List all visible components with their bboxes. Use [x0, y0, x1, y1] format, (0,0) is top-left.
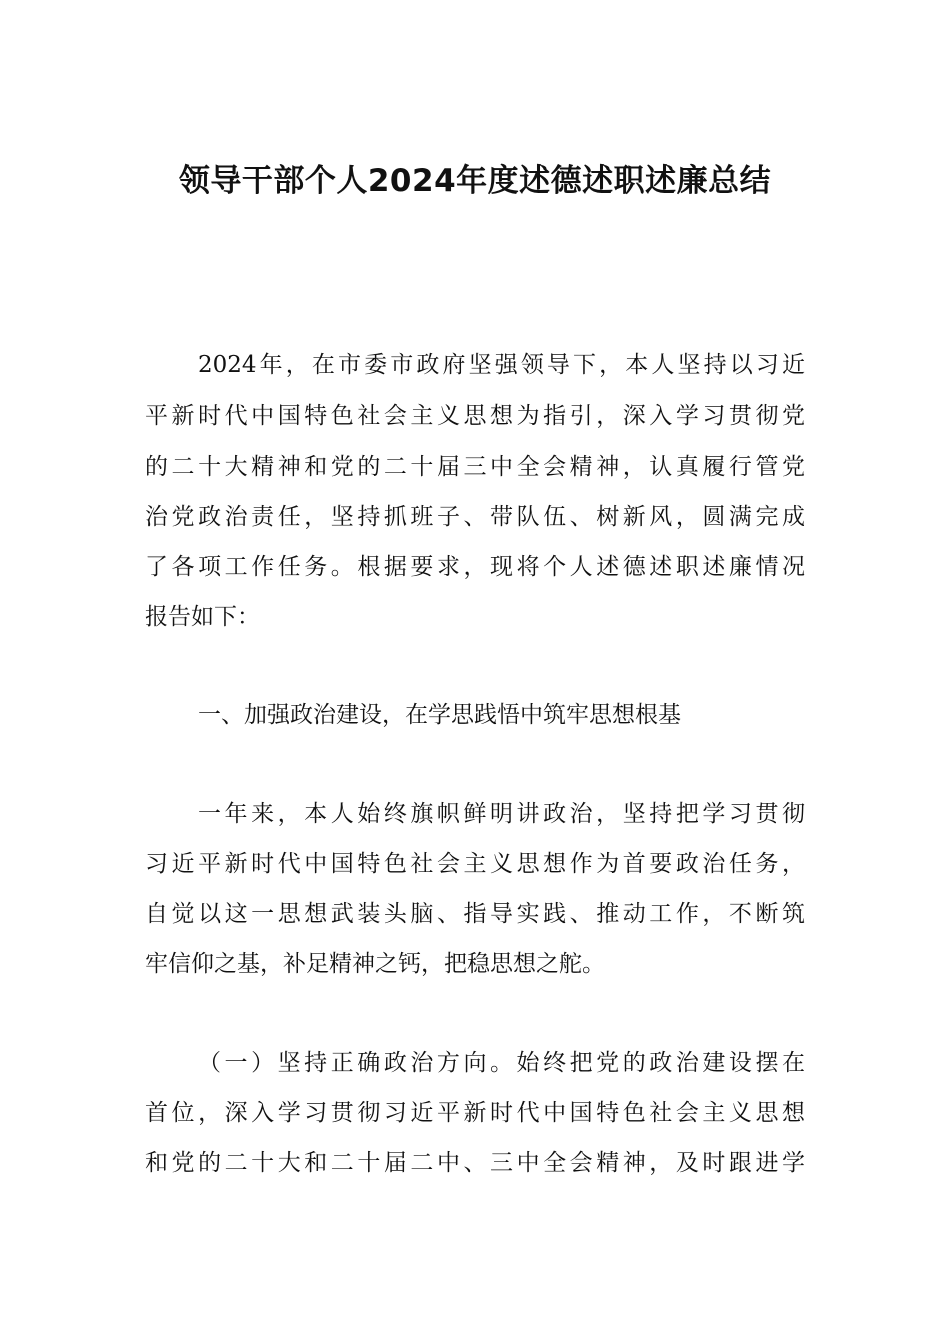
paragraph-2-line-2: 习近平新时代中国特色社会主义思想作为首要政治任务， — [145, 851, 805, 877]
document-title: 领导干部个人2024年度述德述职述廉总结 — [178, 163, 772, 199]
paragraph-2-line-3: 自觉以这一思想武装头脑、指导实践、推动工作，不断筑 — [145, 901, 805, 927]
paragraph-1-line-1: 2024年，在市委市政府坚强领导下，本人坚持以习近 — [198, 352, 805, 378]
paragraph-3-line-3: 和党的二十大和二十届二中、三中全会精神，及时跟进学 — [145, 1150, 805, 1176]
paragraph-1-line-2: 平新时代中国特色社会主义思想为指引，深入学习贯彻党 — [145, 403, 805, 429]
paragraph-1-line-5: 了各项工作任务。根据要求，现将个人述德述职述廉情况 — [145, 554, 805, 580]
paragraph-1-line-3: 的二十大精神和党的二十届三中全会精神，认真履行管党 — [145, 454, 805, 480]
paragraph-3-line-2: 首位，深入学习贯彻习近平新时代中国特色社会主义思想 — [145, 1100, 805, 1126]
paragraph-1-line-6: 报告如下： — [145, 604, 260, 630]
paragraph-1-line-4: 治党政治责任，坚持抓班子、带队伍、树新风，圆满完成 — [145, 504, 805, 530]
section-heading-1: 一、加强政治建设，在学思践悟中筑牢思想根基 — [198, 702, 681, 728]
paragraph-2-line-1: 一年来，本人始终旗帜鲜明讲政治，坚持把学习贯彻 — [198, 801, 805, 827]
paragraph-2-line-4: 牢信仰之基，补足精神之钙，把稳思想之舵。 — [145, 951, 605, 977]
paragraph-3-line-1: （一）坚持正确政治方向。始终把党的政治建设摆在 — [198, 1050, 805, 1076]
